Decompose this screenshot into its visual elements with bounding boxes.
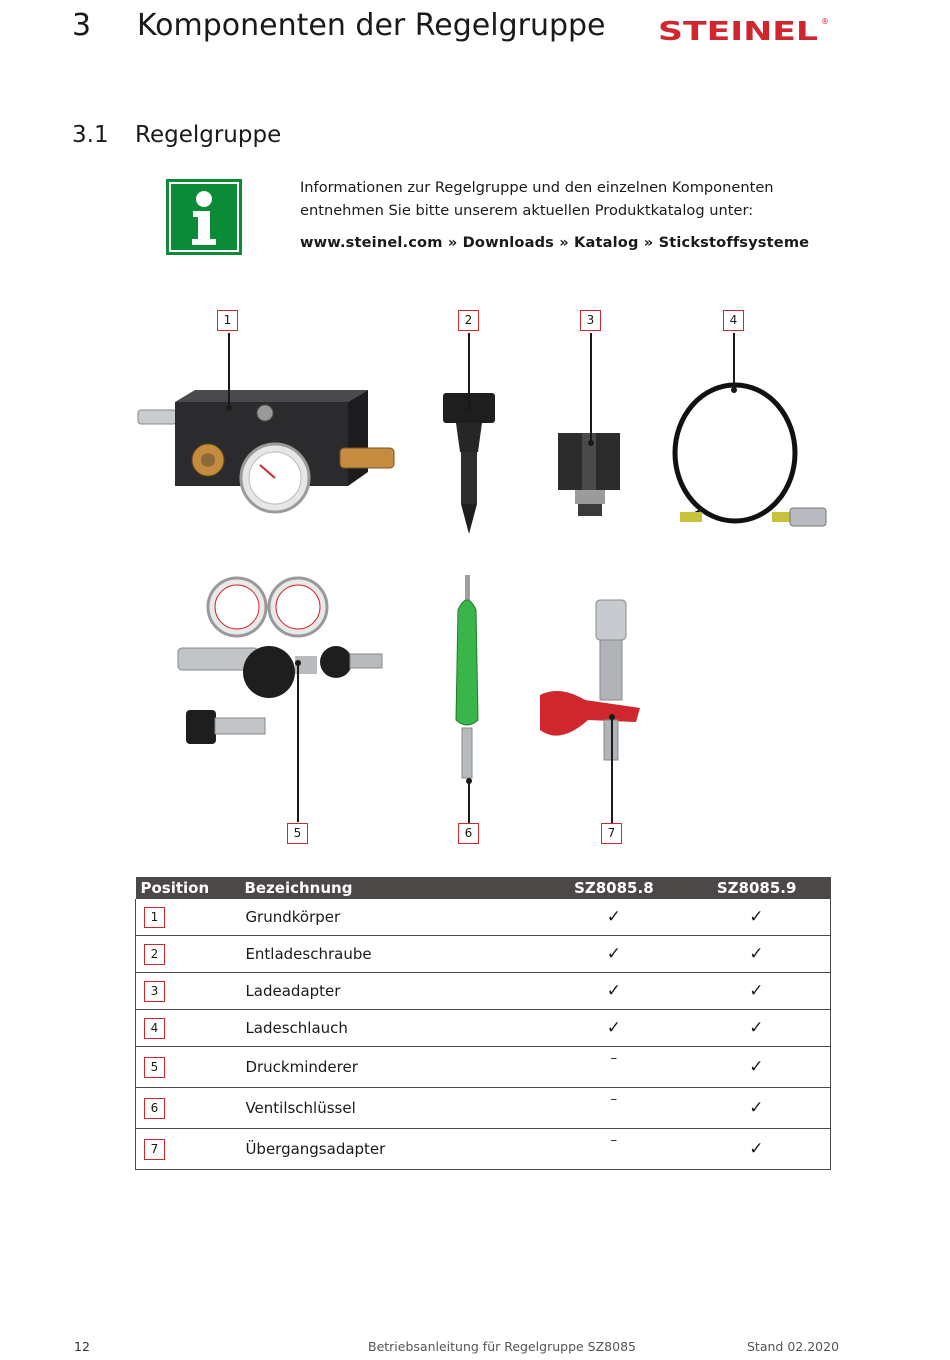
- leader-dot-1: [226, 405, 232, 411]
- component-name: Übergangsadapter: [239, 1129, 544, 1170]
- col-header-sz8085-9: SZ8085.9: [683, 877, 831, 899]
- availability-sz8085-8: ✓: [545, 1010, 683, 1047]
- availability-sz8085-9: ✓: [683, 973, 831, 1010]
- document-title: Betriebsanleitung für Regelgruppe SZ8085: [368, 1339, 636, 1354]
- component-name: Entladeschraube: [239, 936, 544, 973]
- callout-1: 1: [217, 310, 238, 331]
- transition-adapter-illustration: [540, 600, 640, 760]
- availability-sz8085-8: –: [545, 1129, 683, 1170]
- position-badge: 2: [144, 944, 165, 965]
- leader-line-2: [468, 333, 470, 409]
- leader-line-1: [228, 333, 230, 407]
- availability-sz8085-8: ✓: [545, 899, 683, 936]
- col-header-position: Position: [136, 877, 240, 899]
- leader-line-6: [468, 780, 470, 823]
- position-badge: 7: [144, 1139, 165, 1160]
- leader-dot-4: [731, 387, 737, 393]
- availability-sz8085-9: ✓: [683, 1129, 831, 1170]
- info-icon: [166, 179, 242, 255]
- components-table: [135, 877, 831, 1170]
- steinel-logo: [656, 14, 832, 44]
- callout-5: 5: [287, 823, 308, 844]
- availability-sz8085-8: ✓: [545, 973, 683, 1010]
- callout-3: 3: [580, 310, 601, 331]
- leader-dot-7: [609, 714, 615, 720]
- discharge-screw-illustration: [443, 393, 495, 534]
- pressure-reducer-illustration: [178, 578, 382, 744]
- page-number: 12: [74, 1339, 90, 1354]
- leader-line-5: [297, 662, 299, 822]
- availability-sz8085-9: ✓: [683, 1047, 831, 1088]
- availability-sz8085-9: ✓: [683, 899, 831, 936]
- leader-dot-2: [466, 406, 472, 412]
- section-number: 3.1: [72, 122, 109, 148]
- component-name: Ladeschlauch: [239, 1010, 544, 1047]
- col-header-sz8085-8: SZ8085.8: [545, 877, 683, 899]
- position-badge: 3: [144, 981, 165, 1002]
- table-row: [136, 1088, 831, 1129]
- leader-line-3: [590, 333, 592, 441]
- position-badge: 1: [144, 907, 165, 928]
- position-badge: 4: [144, 1018, 165, 1039]
- table-row: [136, 936, 831, 973]
- valve-key-illustration: [456, 575, 478, 778]
- availability-sz8085-8: ✓: [545, 936, 683, 973]
- availability-sz8085-9: ✓: [683, 1088, 831, 1129]
- table-row: [136, 1010, 831, 1047]
- leader-line-7: [611, 716, 613, 823]
- component-name: Ventilschlüssel: [239, 1088, 544, 1129]
- leader-dot-5: [295, 660, 301, 666]
- catalog-link[interactable]: www.steinel.com » Downloads » Katalog » Stickstoffsysteme: [300, 234, 810, 251]
- col-header-name: Bezeichnung: [239, 877, 544, 899]
- leader-dot-6: [466, 778, 472, 784]
- charging-hose-illustration: [675, 385, 826, 526]
- position-badge: 5: [144, 1057, 165, 1078]
- component-name: Druckminderer: [239, 1047, 544, 1088]
- component-name: Ladeadapter: [239, 973, 544, 1010]
- position-badge: 6: [144, 1098, 165, 1119]
- availability-sz8085-8: –: [545, 1088, 683, 1129]
- callout-6: 6: [458, 823, 479, 844]
- document-date: Stand 02.2020: [747, 1339, 840, 1354]
- table-row: [136, 899, 831, 936]
- availability-sz8085-8: –: [545, 1047, 683, 1088]
- chapter-title: Komponenten der Regelgruppe: [137, 8, 606, 43]
- svg-text:®: ®: [821, 17, 829, 26]
- component-name: Grundkörper: [239, 899, 544, 936]
- availability-sz8085-9: ✓: [683, 1010, 831, 1047]
- callout-2: 2: [458, 310, 479, 331]
- callout-7: 7: [601, 823, 622, 844]
- section-title: Regelgruppe: [135, 122, 282, 148]
- leader-dot-3: [588, 440, 594, 446]
- info-text: Informationen zur Regelgruppe und den einzelnen Komponenten entnehmen Sie bitte unserem aktuellen Produktkatalog unter:: [300, 179, 774, 219]
- callout-4: 4: [723, 310, 744, 331]
- components-figure: [0, 290, 950, 860]
- table-row: [136, 1129, 831, 1170]
- logo-text: STEINEL: [658, 17, 818, 44]
- table-header-row: [136, 877, 831, 899]
- availability-sz8085-9: ✓: [683, 936, 831, 973]
- base-body-illustration: [138, 390, 394, 512]
- table-row: [136, 973, 831, 1010]
- leader-line-4: [733, 333, 735, 389]
- table-row: [136, 1047, 831, 1088]
- chapter-number: 3: [72, 8, 92, 43]
